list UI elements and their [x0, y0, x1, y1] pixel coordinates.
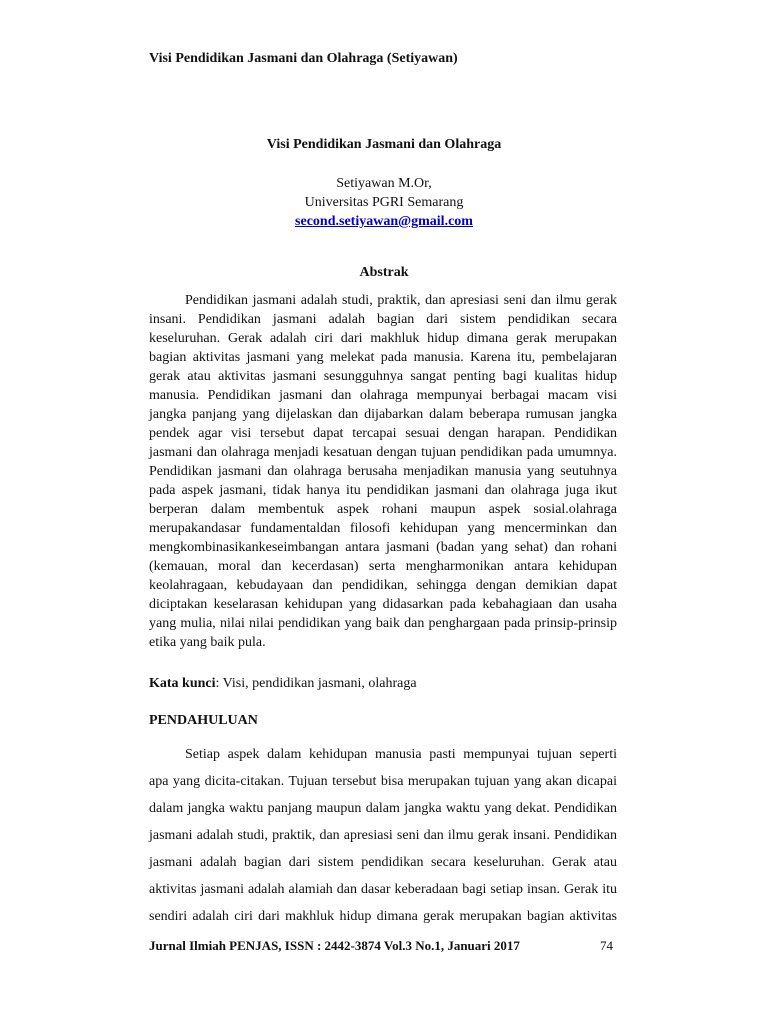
keywords-text: : Visi, pendidikan jasmani, olahraga	[215, 676, 417, 691]
keywords-label: Kata kunci	[149, 676, 216, 691]
footer-journal-citation: Jurnal Ilmiah PENJAS, ISSN : 2442-3874 Vol.3 No.1, Januari 2017	[149, 938, 520, 953]
paper-title: Visi Pendidikan Jasmani dan Olahraga	[266, 137, 502, 152]
abstract-line: keolahragaan, kebudayaan dan pendidikan, sehingga dengan demikian dapat	[149, 578, 617, 593]
abstract-line: insani. Pendidikan jasmani adalah bagian dari sistem pendidikan secara	[149, 312, 617, 327]
abstract-line: pendek agar visi tersebut dapat tercapai sesuai dengan harapan. Pendidikan	[149, 426, 617, 441]
intro-line: apa yang dicita-citakan. Tujuan tersebut bisa merupakan tujuan yang akan dicapai	[149, 774, 617, 789]
abstract-line: manusia. Pendidikan jasmani dan olahraga mempunyai berbagai macam visi	[149, 388, 617, 403]
abstract-body	[149, 291, 617, 652]
abstract-line: yang mulia, nilai nilai pendidikan yang baik dan penghargaan pada prinsip-prinsip	[149, 616, 617, 631]
intro-line: dalam jangka waktu panjang maupun dalam jangka waktu yang dekat. Pendidikan	[149, 801, 617, 816]
author-affiliation: Universitas PGRI Semarang	[304, 195, 464, 210]
intro-line: jasmani adalah bagian dari sistem pendidikan secara keseluruhan. Gerak atau	[149, 855, 617, 870]
abstract-line: jangka panjang yang dijelaskan dan dijabarkan dalam beberapa rumusan jangka	[149, 407, 617, 422]
abstract-line: bagian aktivitas jasmani yang melekat pada manusia. Karena itu, pembelajaran	[149, 350, 617, 365]
abstract-heading: Abstrak	[359, 265, 409, 280]
author-name: Setiyawan M.Or,	[336, 176, 432, 191]
abstract-line: pada aspek jasmani, tidak hanya itu pendidikan jasmani dan olahraga juga ikut	[149, 483, 617, 498]
keywords	[149, 676, 417, 692]
running-head: Visi Pendidikan Jasmani dan Olahraga (Setiyawan)	[149, 51, 458, 66]
author-email-link[interactable]: second.setiyawan@gmail.com	[295, 214, 473, 229]
abstract-line: merupakandasar fundamentaldan filosofi kehidupan yang mencerminkan dan	[149, 521, 617, 536]
abstract-line: berperan dalam membentuk aspek rohani maupun aspek sosial.olahraga	[149, 502, 617, 517]
abstract-line: etika yang baik pula.	[149, 635, 266, 650]
abstract-line: gerak atau aktivitas jasmani sesungguhnya sangat penting bagi kualitas hidup	[149, 369, 617, 384]
abstract-line: mengkombinasikankeseimbangan antara jasmani (badan yang sehat) dan rohani	[149, 540, 617, 555]
intro-line: jasmani adalah studi, praktik, dan apresiasi seni dan ilmu gerak insani. Pendidikan	[149, 828, 617, 843]
abstract-line: (kemauan, moral dan kecerdasan) serta mengharmonikan antara kehidupan	[149, 559, 617, 574]
abstract-line: Pendidikan jasmani adalah studi, praktik, dan apresiasi seni dan ilmu gerak	[185, 293, 617, 308]
abstract-line: Pendidikan jasmani dan olahraga berusaha menjadikan manusia yang seutuhnya	[149, 464, 617, 479]
abstract-line: keseluruhan. Gerak adalah ciri dari makhluk hidup dimana gerak merupakan	[149, 331, 617, 346]
abstract-line: jasmani dan olahraga menjadi kesatuan dengan tujuan pendidikan pada umumnya.	[149, 445, 617, 460]
page-number: 74	[600, 938, 613, 953]
section-heading-pendahuluan: PENDAHULUAN	[149, 713, 258, 728]
intro-line: Setiap aspek dalam kehidupan manusia pasti mempunyai tujuan seperti	[185, 747, 617, 762]
intro-line: sendiri adalah ciri dari makhluk hidup dimana gerak merupakan bagian aktivitas	[149, 909, 617, 924]
abstract-line: diciptakan keselarasan kehidupan yang didasarkan pada kebahagiaan dan usaha	[149, 597, 617, 612]
intro-line: aktivitas jasmani adalah alamiah dan dasar keberadaan bagi setiap insan. Gerak itu	[149, 882, 617, 897]
intro-body	[149, 741, 617, 930]
